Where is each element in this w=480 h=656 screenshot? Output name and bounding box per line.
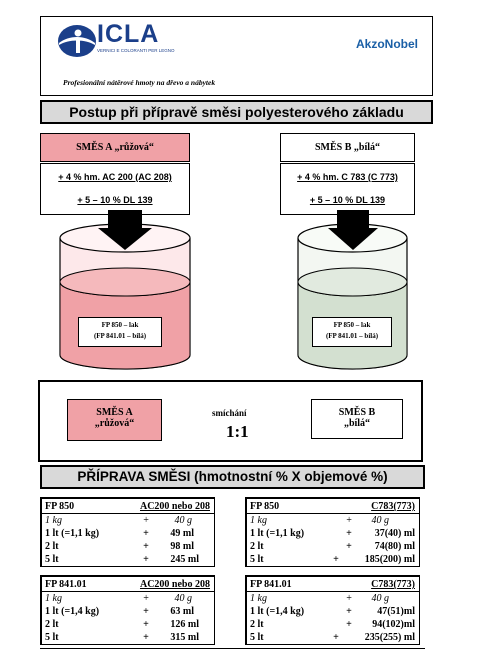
row-op: + <box>143 528 149 539</box>
table-fp850-ac200 <box>40 497 215 567</box>
table-product: FP 841.01 <box>250 579 292 590</box>
container-b-label-2: (FP 841.01 – bílá) <box>325 332 379 340</box>
row-qty: 1 kg <box>250 515 267 526</box>
table-hardener: C783(773) <box>371 501 415 512</box>
combine-mix-a-line1: SMĚS A <box>96 407 133 418</box>
row-qty: 1 lt (=1,1 kg) <box>250 528 305 539</box>
row-value: 98 ml <box>170 541 194 552</box>
table-hardener: AC200 nebo 208 <box>139 579 210 590</box>
bottom-divider <box>40 648 425 649</box>
row-value: 40 g <box>371 515 389 526</box>
mix-a-title: SMĚS A „růžová“ <box>40 133 190 162</box>
row-value: 245 ml <box>170 554 199 565</box>
table-header <box>42 579 214 592</box>
container-b <box>290 210 415 380</box>
section-title-procedure: Postup při přípravě směsi polyesterového základu <box>40 100 433 124</box>
combine-mix-a <box>67 399 162 441</box>
row-op: + <box>346 528 352 539</box>
brand-name: AkzoNobel <box>355 37 418 51</box>
row-value: 94(102)ml <box>372 619 415 630</box>
table-row <box>247 632 419 644</box>
row-qty: 5 lt <box>250 632 264 643</box>
row-op: + <box>346 541 352 552</box>
row-value: 185(200) ml <box>364 554 415 565</box>
mix-a-additives <box>40 163 190 215</box>
row-qty: 2 lt <box>250 541 264 552</box>
row-value: 40 g <box>174 593 192 604</box>
table-fp841-c783 <box>245 575 420 645</box>
row-op: + <box>143 632 149 643</box>
row-op: + <box>346 606 352 617</box>
row-qty: 2 lt <box>45 619 59 630</box>
table-fp841-ac200 <box>40 575 215 645</box>
mix-label: smíchání <box>212 408 247 418</box>
row-value: 315 ml <box>170 632 199 643</box>
combine-mix-b-line1: SMĚS B <box>338 407 376 418</box>
combine-mix-b-line2: „bílá“ <box>343 418 371 429</box>
container-a <box>50 210 200 380</box>
row-op: + <box>143 606 149 617</box>
table-row <box>42 593 214 605</box>
row-qty: 1 lt (=1,1 kg) <box>45 528 100 539</box>
row-op: + <box>143 619 149 630</box>
table-product: FP 850 <box>45 501 75 512</box>
table-row <box>247 515 419 527</box>
row-value: 74(80) ml <box>374 541 415 552</box>
row-qty: 1 lt (=1,4 kg) <box>45 606 100 617</box>
row-value: 63 ml <box>170 606 194 617</box>
table-row <box>42 515 214 527</box>
table-row <box>247 554 419 566</box>
section-title-preparation: PŘÍPRAVA SMĚSI (hmotnostní % X objemové %) <box>40 465 425 489</box>
icla-logo-icon <box>57 23 97 59</box>
row-qty: 5 lt <box>45 632 59 643</box>
row-qty: 1 kg <box>45 593 62 604</box>
table-header <box>247 501 419 514</box>
row-op: + <box>142 593 150 604</box>
row-qty: 5 lt <box>250 554 264 565</box>
row-value: 40 g <box>371 593 389 604</box>
table-product: FP 841.01 <box>45 579 87 590</box>
row-op: + <box>333 632 339 643</box>
mix-b-additive-2: + 5 – 10 % DL 139 <box>309 195 386 205</box>
table-row <box>247 619 419 631</box>
row-qty: 1 kg <box>45 515 62 526</box>
logo-wordmark: ICLA <box>97 20 160 48</box>
row-value: 47(51)ml <box>377 606 415 617</box>
mix-b-title: SMĚS B „bílá“ <box>280 133 415 162</box>
mix-b-additives <box>280 163 415 215</box>
table-row <box>247 541 419 553</box>
row-op: + <box>143 541 149 552</box>
combination-box <box>38 380 423 462</box>
header-subtitle: Profesionální nátěrové hmoty na dřevo a nábytek <box>63 78 216 87</box>
row-op: + <box>345 593 353 604</box>
document-header <box>40 16 433 96</box>
row-qty: 2 lt <box>45 541 59 552</box>
row-value: 49 ml <box>170 528 194 539</box>
table-row <box>42 554 214 566</box>
row-value: 126 ml <box>170 619 199 630</box>
table-row <box>42 528 214 540</box>
table-row <box>42 541 214 553</box>
combine-mix-b <box>311 399 403 439</box>
table-hardener: C783(773) <box>371 579 415 590</box>
container-a-label-1: FP 850 – lak <box>101 321 139 329</box>
row-op: + <box>142 515 150 526</box>
mix-b-additive-1: + 4 % hm. C 783 (C 773) <box>297 172 398 182</box>
table-row <box>42 606 214 618</box>
row-value: 40 g <box>174 515 192 526</box>
row-op: + <box>346 619 352 630</box>
combine-mix-a-line2: „růžová“ <box>94 418 135 429</box>
row-value: 37(40) ml <box>374 528 415 539</box>
table-header <box>247 579 419 592</box>
row-qty: 1 lt (=1,4 kg) <box>250 606 305 617</box>
mix-a-additive-2: + 5 – 10 % DL 139 <box>77 195 153 205</box>
table-product: FP 850 <box>250 501 280 512</box>
mix-a-additive-1: + 4 % hm. AC 200 (AC 208) <box>58 172 172 182</box>
container-b-label-1: FP 850 – lak <box>333 321 371 329</box>
table-hardener: AC200 nebo 208 <box>139 501 210 512</box>
table-fp850-c783 <box>245 497 420 567</box>
row-qty: 5 lt <box>45 554 59 565</box>
table-row <box>247 606 419 618</box>
container-a-label-2: (FP 841.01 – bílá) <box>93 332 147 340</box>
table-row <box>42 632 214 644</box>
table-row <box>42 619 214 631</box>
row-qty: 1 kg <box>250 593 267 604</box>
row-op: + <box>345 515 353 526</box>
logo-tagline: VERNICI E COLORANTI PER LEGNO <box>97 48 175 53</box>
row-op: + <box>143 554 149 565</box>
row-value: 235(255) ml <box>364 632 415 643</box>
row-op: + <box>333 554 339 565</box>
mix-ratio: 1:1 <box>226 422 249 441</box>
table-row <box>247 528 419 540</box>
table-row <box>247 593 419 605</box>
table-header <box>42 501 214 514</box>
row-qty: 2 lt <box>250 619 264 630</box>
